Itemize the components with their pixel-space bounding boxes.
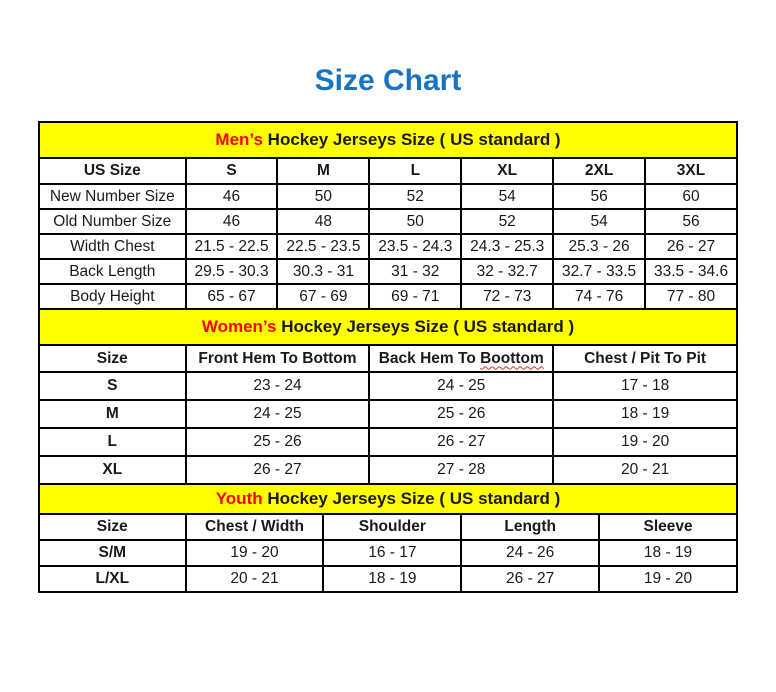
- value-cell: 46: [186, 209, 278, 234]
- value-cell: 32.7 - 33.5: [553, 259, 645, 284]
- column-header: 2XL: [553, 158, 645, 184]
- column-header: Chest / Pit To Pit: [553, 345, 737, 372]
- page-title: Size Chart: [314, 64, 462, 97]
- value-cell: 24 - 26: [461, 540, 599, 566]
- column-header: XL: [461, 158, 553, 184]
- value-cell: 60: [645, 184, 737, 209]
- size-chart-tables: [38, 121, 738, 593]
- value-cell: 72 - 73: [461, 284, 553, 309]
- value-cell: 77 - 80: [645, 284, 737, 309]
- value-cell: 25.3 - 26: [553, 234, 645, 259]
- table-row: [39, 234, 737, 259]
- value-cell: 74 - 76: [553, 284, 645, 309]
- value-cell: 23.5 - 24.3: [369, 234, 461, 259]
- table-row: [39, 400, 737, 428]
- value-cell: 50: [277, 184, 369, 209]
- row-label: Old Number Size: [39, 209, 186, 234]
- value-cell: 26 - 27: [186, 456, 370, 484]
- row-label: S: [39, 372, 186, 400]
- column-header: Length: [461, 514, 599, 540]
- table-row: [39, 184, 737, 209]
- value-cell: 19 - 20: [186, 540, 324, 566]
- row-label: M: [39, 400, 186, 428]
- value-cell: 69 - 71: [369, 284, 461, 309]
- section-title-rest: Hockey Jerseys Size ( US standard ): [262, 130, 561, 149]
- value-cell: 22.5 - 23.5: [277, 234, 369, 259]
- table-row: [39, 372, 737, 400]
- column-header: Shoulder: [323, 514, 461, 540]
- value-cell: 20 - 21: [186, 566, 324, 592]
- row-label: L/XL: [39, 566, 186, 592]
- value-cell: 16 - 17: [323, 540, 461, 566]
- table-row: [39, 259, 737, 284]
- section-header-row: [39, 309, 737, 345]
- row-label: Width Chest: [39, 234, 186, 259]
- table-row: [39, 456, 737, 484]
- value-cell: 17 - 18: [553, 372, 737, 400]
- row-label: New Number Size: [39, 184, 186, 209]
- value-cell: 54: [553, 209, 645, 234]
- value-cell: 18 - 19: [599, 540, 737, 566]
- value-cell: 21.5 - 22.5: [186, 234, 278, 259]
- column-header: L: [369, 158, 461, 184]
- value-cell: 29.5 - 30.3: [186, 259, 278, 284]
- value-cell: 67 - 69: [277, 284, 369, 309]
- table-row: [39, 209, 737, 234]
- row-label: S/M: [39, 540, 186, 566]
- section-title-accent: Men’s: [215, 130, 263, 149]
- value-cell: 50: [369, 209, 461, 234]
- value-cell: 25 - 26: [186, 428, 370, 456]
- table-row: [39, 284, 737, 309]
- value-cell: 18 - 19: [323, 566, 461, 592]
- value-cell: 26 - 27: [461, 566, 599, 592]
- table-row: [39, 428, 737, 456]
- youth-size-table: [38, 483, 738, 593]
- column-header: Front Hem To Bottom: [186, 345, 370, 372]
- value-cell: 56: [553, 184, 645, 209]
- row-label: Body Height: [39, 284, 186, 309]
- column-header: S: [186, 158, 278, 184]
- section-title-rest: Hockey Jerseys Size ( US standard ): [276, 317, 575, 336]
- section-header-row: [39, 484, 737, 514]
- value-cell: 30.3 - 31: [277, 259, 369, 284]
- value-cell: 24.3 - 25.3: [461, 234, 553, 259]
- column-header: Sleeve: [599, 514, 737, 540]
- column-header: Back Hem To Boottom: [369, 345, 553, 372]
- section-title-rest: Hockey Jerseys Size ( US standard ): [262, 489, 561, 508]
- column-header: Size: [39, 345, 186, 372]
- value-cell: 24 - 25: [186, 400, 370, 428]
- column-header-row: [39, 514, 737, 540]
- value-cell: 46: [186, 184, 278, 209]
- section-title-accent: Women’s: [201, 317, 277, 336]
- value-cell: 19 - 20: [599, 566, 737, 592]
- column-header-row: [39, 158, 737, 184]
- value-cell: 54: [461, 184, 553, 209]
- value-cell: 31 - 32: [369, 259, 461, 284]
- value-cell: 26 - 27: [369, 428, 553, 456]
- value-cell: 33.5 - 34.6: [645, 259, 737, 284]
- value-cell: 56: [645, 209, 737, 234]
- section-title: [39, 484, 737, 514]
- value-cell: 23 - 24: [186, 372, 370, 400]
- value-cell: 65 - 67: [186, 284, 278, 309]
- misspelled-word: Boottom: [480, 349, 544, 367]
- row-label: L: [39, 428, 186, 456]
- value-cell: 48: [277, 209, 369, 234]
- row-label: Back Length: [39, 259, 186, 284]
- section-title-accent: Youth: [215, 489, 263, 508]
- table-row: [39, 566, 737, 592]
- column-header: US Size: [39, 158, 186, 184]
- section-header-row: [39, 122, 737, 158]
- column-header: Chest / Width: [186, 514, 324, 540]
- value-cell: 25 - 26: [369, 400, 553, 428]
- value-cell: 52: [369, 184, 461, 209]
- row-label: XL: [39, 456, 186, 484]
- column-header: M: [277, 158, 369, 184]
- womens-size-table: [38, 308, 738, 485]
- value-cell: 19 - 20: [553, 428, 737, 456]
- value-cell: 18 - 19: [553, 400, 737, 428]
- column-header: Size: [39, 514, 186, 540]
- value-cell: 52: [461, 209, 553, 234]
- column-header-row: [39, 345, 737, 372]
- value-cell: 26 - 27: [645, 234, 737, 259]
- mens-size-table: [38, 121, 738, 310]
- table-row: [39, 540, 737, 566]
- section-title: [39, 122, 737, 158]
- column-header: 3XL: [645, 158, 737, 184]
- value-cell: 27 - 28: [369, 456, 553, 484]
- value-cell: 24 - 25: [369, 372, 553, 400]
- section-title: [39, 309, 737, 345]
- value-cell: 32 - 32.7: [461, 259, 553, 284]
- value-cell: 20 - 21: [553, 456, 737, 484]
